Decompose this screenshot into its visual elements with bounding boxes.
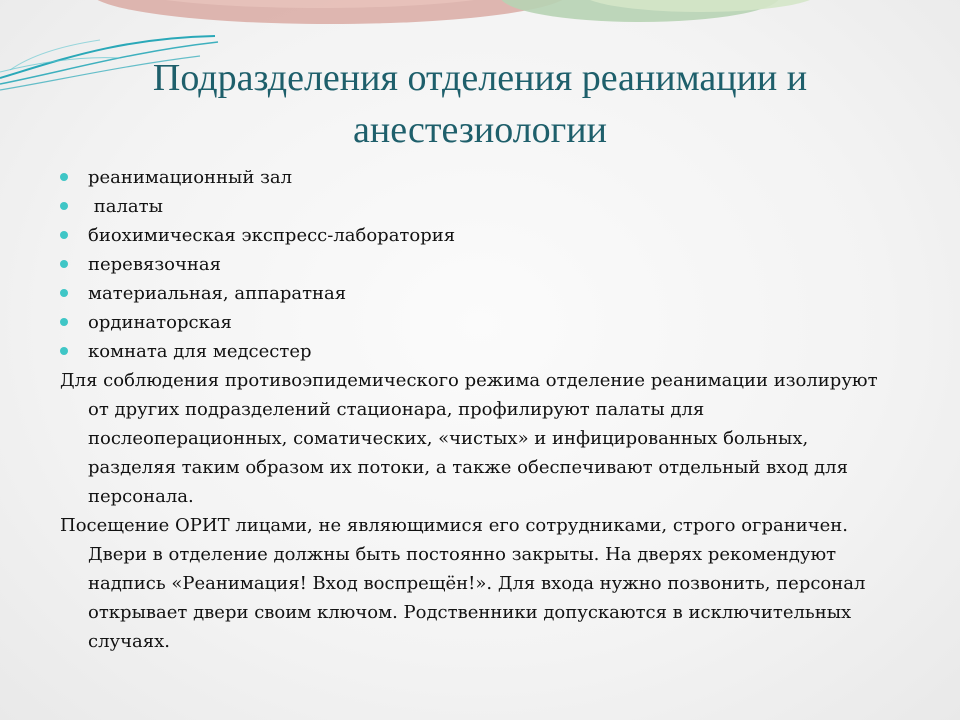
list-item-text: комната для медсестер (88, 341, 312, 362)
bullet-icon (60, 260, 68, 268)
list-item (60, 163, 880, 192)
list-item (60, 221, 880, 250)
list-item-text: палаты (88, 196, 163, 217)
list-item-text: материальная, аппаратная (88, 283, 347, 304)
list-item (60, 337, 880, 366)
list-item-text: биохимическая экспресс-лаборатория (88, 225, 456, 246)
slide-content (60, 163, 880, 656)
list-item (60, 192, 880, 221)
list-item (60, 308, 880, 337)
bullet-icon (60, 347, 68, 355)
list-item-text: перевязочная (88, 254, 221, 275)
bullet-list (60, 163, 880, 366)
bullet-icon (60, 231, 68, 239)
list-item (60, 279, 880, 308)
list-item-text: реанимационный зал (88, 167, 293, 188)
bullet-icon (60, 318, 68, 326)
bullet-icon (60, 289, 68, 297)
list-item-text: ординаторская (88, 312, 232, 333)
paragraph-isolation: Для соблюдения противоэпидемического режима отделение реанимации изолируют от других подразделений стационара, профилируют палаты для послеоперационных, соматических, «чистых» и инфицированных больных, разделяя таким образом их потоки, а также обеспечивают отдельный вход для персонала. (60, 370, 878, 507)
bullet-icon (60, 202, 68, 210)
slide-title: Подразделения отделения реанимации и анестезиологии (152, 57, 808, 151)
bullet-icon (60, 173, 68, 181)
paragraph-visiting: Посещение ОРИТ лицами, не являющимися его сотрудниками, строго ограничен. Двери в отделение должны быть постоянно закрыты. На дверях рекомендуют надпись «Реанимация! Вход воспрещён!». Для входа нужно позвонить, персонал открывает двери своим ключом. Родственники допускаются в исключительных случаях. (60, 515, 866, 652)
list-item (60, 250, 880, 279)
